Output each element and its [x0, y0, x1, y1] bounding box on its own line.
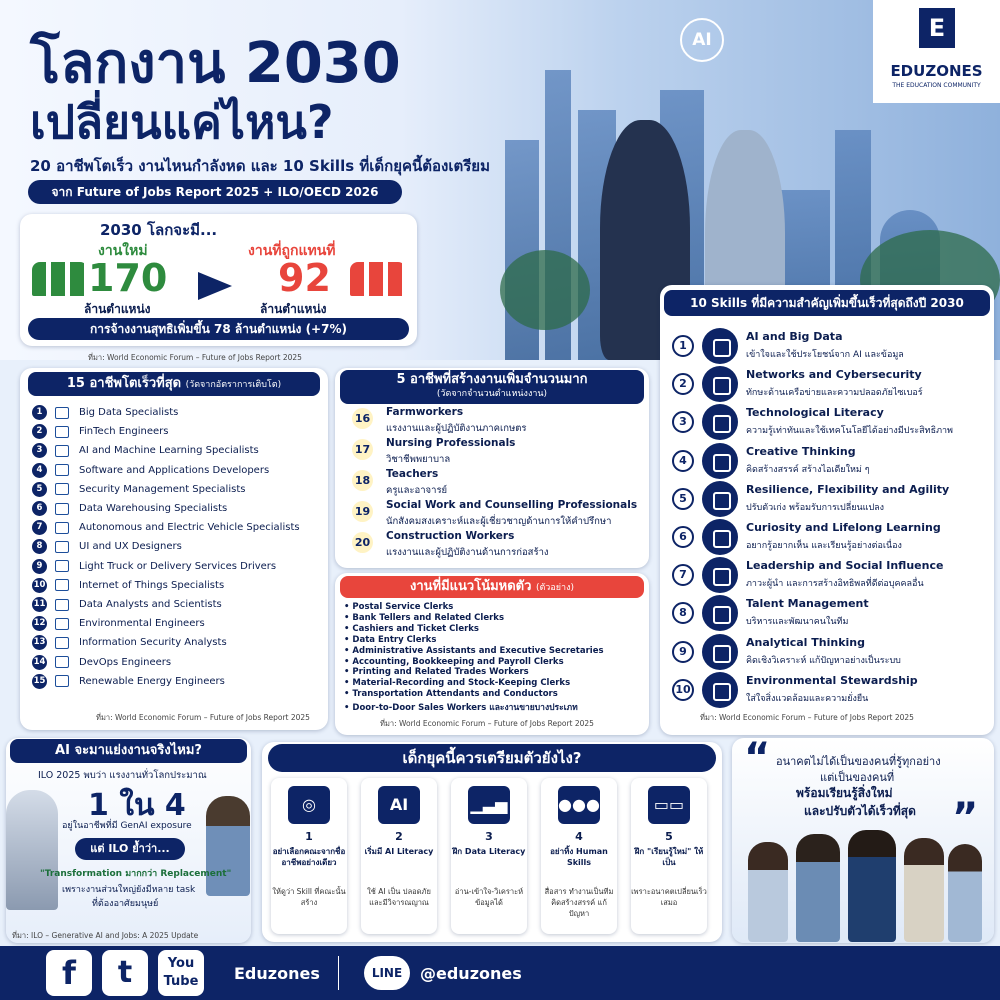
skill-desc: บริหารและพัฒนาคนในทีม — [746, 617, 849, 628]
skill-desc: ภาวะผู้นำ และการสร้างอิทธิพลที่ดีต่อบุคคลอื่น — [746, 579, 924, 590]
job-icon — [55, 579, 69, 591]
skill-item — [672, 327, 992, 365]
item-number: 15 — [32, 674, 47, 689]
skill-desc: ปรับตัวเก่ง พร้อมรับการเปลี่ยนแปลง — [746, 502, 885, 513]
job-label: Data Analysts and Scientists — [79, 599, 222, 610]
brand-tagline: THE EDUCATION COMMUNITY — [892, 82, 981, 89]
declining-job-label: Bank Tellers and Related Clerks — [352, 612, 505, 623]
item-number: 8 — [672, 602, 694, 624]
skill-icon — [702, 672, 738, 708]
skill-icon — [702, 404, 738, 440]
item-number: 20 — [352, 532, 373, 553]
declining-job-label: Transportation Attendants and Conductors — [352, 689, 558, 700]
line-icon[interactable]: LINE — [364, 956, 410, 990]
fastest-job-item — [32, 422, 168, 441]
fastest-job-item — [32, 576, 224, 595]
skill-desc: ความรู้เท่าทันและใช้เทคโนโลยีได้อย่างมีประสิทธิภาพ — [746, 426, 953, 437]
job-label: Data Warehousing Specialists — [79, 503, 228, 514]
item-number: 6 — [32, 501, 47, 516]
ai-quote: "Transformation มากกว่า Replacement" — [40, 869, 232, 879]
ai-line2: อยู่ในอาชีพที่มี GenAI exposure — [62, 821, 192, 831]
declining-job-label: Material-Recording and Stock-Keeping Clerks — [352, 678, 571, 689]
skill-item — [672, 365, 992, 403]
job-label: Big Data Specialists — [79, 407, 179, 418]
job-icon — [55, 599, 69, 611]
skill-item — [672, 671, 992, 709]
prepare-step-card — [361, 778, 437, 934]
item-number: 9 — [32, 559, 47, 574]
skill-item — [672, 518, 992, 556]
skill-icon — [702, 557, 738, 593]
ai-source: ที่มา: ILO – Generative AI and Jobs: A 2025 Update — [12, 931, 199, 940]
footer-brand-name: Eduzones — [234, 964, 320, 983]
declining-job-item: • Door-to-Door Sales Workers และงานขายบางประเภท — [344, 703, 578, 714]
quote-line2: แต่เป็นของคนที่ — [820, 771, 895, 784]
skill-item — [672, 403, 992, 441]
youtube-icon[interactable]: You Tube — [158, 950, 204, 996]
job-desc: แรงงานและผู้ปฏิบัติงานภาคเกษตร — [386, 423, 527, 434]
replaced-jobs-value: 92 — [278, 256, 331, 300]
skill-title: Networks and Cybersecurity — [746, 368, 922, 382]
new-jobs-value: 170 — [88, 256, 168, 300]
step-icon: ▁▃▅ — [468, 786, 510, 824]
job-icon — [55, 503, 69, 515]
job-desc: แรงงานและผู้ปฏิบัติงานด้านการก่อสร้าง — [386, 547, 549, 558]
job-icon — [55, 675, 69, 687]
page-subtitle: 20 อาชีพโตเร็ว งานไหนกำลังหด และ 10 Skills ที่เด็กยุคนี้ต้องเตรียม — [30, 157, 490, 175]
ai-line4: ที่ต้องอาศัยมนุษย์ — [92, 899, 159, 909]
item-number: 1 — [672, 335, 694, 357]
job-label: Internet of Things Specialists — [79, 579, 225, 591]
skill-icon — [702, 366, 738, 402]
declining-jobs-header: งานที่มีแนวโน้มหดตัว (ตัวอย่าง) — [340, 576, 644, 598]
page-title-line1: โลกงาน 2030 — [30, 31, 401, 96]
new-jobs-unit: ล้านตำแหน่ง — [84, 302, 151, 316]
declining-job-label: Postal Service Clerks — [352, 602, 454, 612]
prepare-step-card — [271, 778, 347, 934]
declining-job-label: Cashiers and Ticket Clerks — [352, 623, 479, 634]
skill-item — [672, 480, 992, 518]
item-number: 3 — [672, 411, 694, 433]
fastest-job-item — [32, 557, 276, 576]
fastest-job-item — [32, 537, 182, 556]
declining-job-item: • Transportation Attendants and Conductors — [344, 689, 558, 700]
source-pill: จาก Future of Jobs Report 2025 + ILO/OECD 2026 — [28, 180, 402, 204]
facebook-icon[interactable]: f — [46, 950, 92, 996]
fastest-job-item — [32, 403, 178, 422]
step-icon: ▭▭ — [648, 786, 690, 824]
declining-job-label: Administrative Assistants and Executive Secretaries — [352, 645, 604, 656]
fastest-jobs-header: 15 อาชีพโตเร็วที่สุด (วัดจากอัตราการเติบโต) — [28, 372, 320, 396]
skill-item — [672, 556, 992, 594]
footer-line-handle[interactable]: @eduzones — [420, 964, 522, 983]
job-label: FinTech Engineers — [79, 426, 169, 438]
people-green-icon — [32, 262, 88, 296]
skill-icon — [702, 595, 738, 631]
most-jobs-header: 5 อาชีพที่สร้างงานเพิ่มจำนวนมาก (วัดจากจำนวนตำแหน่งงาน) — [340, 370, 644, 404]
job-label: AI and Machine Learning Specialists — [79, 445, 259, 457]
skill-title: AI and Big Data — [746, 330, 843, 343]
item-number: 11 — [32, 597, 47, 612]
job-label: UI and UX Designers — [79, 541, 182, 553]
quote-open-mark: “ — [744, 735, 771, 781]
ai-big-ratio: 1 ใน 4 — [88, 788, 186, 823]
item-number: 18 — [352, 470, 373, 491]
step-desc: ใช้ AI เป็น ปลอดภัยและมีวิจารณญาณ — [367, 887, 431, 907]
item-number: 1 — [32, 405, 47, 420]
step-number: 2 — [395, 830, 403, 843]
job-icon — [55, 426, 69, 438]
brand-name: EDUZONES — [890, 62, 983, 80]
job-desc: วิชาชีพพยาบาล — [386, 454, 451, 465]
man-illustration — [206, 796, 250, 896]
skill-item — [672, 594, 992, 632]
item-number: 10 — [32, 578, 47, 593]
job-icon — [55, 464, 69, 476]
item-number: 5 — [672, 488, 694, 510]
replaced-jobs-label: งานที่ถูกแทนที่ — [248, 243, 336, 259]
job-icon — [55, 445, 69, 457]
skills-source: ที่มา: World Economic Forum – Future of Jobs Report 2025 — [700, 713, 914, 722]
item-number: 13 — [32, 635, 47, 650]
fastest-job-item — [32, 461, 269, 480]
skill-desc: เข้าใจและใช้ประโยชน์จาก AI และข้อมูล — [746, 350, 904, 360]
declining-job-item: • Material-Recording and Stock-Keeping Clerks — [344, 678, 571, 689]
job-label: Security Management Specialists — [79, 483, 246, 495]
skill-icon — [702, 481, 738, 517]
item-number: 7 — [672, 564, 694, 586]
skill-desc: คิดสร้างสรรค์ สร้างไอเดียใหม่ ๆ — [746, 464, 870, 475]
job-title: Social Work and Counselling Professionals — [386, 499, 638, 511]
job-label: DevOps Engineers — [79, 656, 172, 668]
job-icon — [55, 483, 69, 495]
item-number: 16 — [352, 408, 373, 429]
people-red-icon — [350, 262, 406, 296]
skill-item — [672, 633, 992, 671]
fastest-job-item — [32, 499, 227, 518]
job-icon — [55, 560, 69, 572]
declining-job-label: Accounting, Bookkeeping and Payroll Clerks — [352, 656, 564, 667]
skill-desc: ใส่ใจสิ่งแวดล้อมและความยั่งยืน — [746, 693, 869, 704]
skill-desc: คิดเชิงวิเคราะห์ แก้ปัญหาอย่างเป็นระบบ — [746, 655, 901, 666]
skill-desc: ทักษะด้านเครือข่ายและความปลอดภัยไซเบอร์ — [746, 388, 923, 399]
fastest-source: ที่มา: World Economic Forum – Future of Jobs Report 2025 — [96, 713, 310, 722]
ai-jobs-header: AI จะมาแย่งงานจริงไหม? — [10, 739, 247, 763]
students-illustration — [748, 826, 984, 942]
replaced-jobs-unit: ล้านตำแหน่ง — [260, 302, 327, 316]
page-title-line2: เปลี่ยนแค่ไหน? — [30, 95, 334, 149]
job-title: Nursing Professionals — [386, 437, 516, 449]
fastest-job-item — [32, 595, 222, 614]
job-title: Teachers — [386, 468, 439, 480]
fastest-job-item — [32, 653, 171, 672]
step-number: 5 — [665, 830, 673, 843]
declining-job-item: • Administrative Assistants and Executive Secretaries — [344, 645, 604, 656]
step-title: ฝึก Data Literacy — [452, 847, 526, 856]
step-number: 1 — [305, 830, 313, 843]
net-jobs-pill: การจ้างงานสุทธิเพิ่มขึ้น 78 ล้านตำแหน่ง (+7%) — [28, 318, 409, 340]
declining-source: ที่มา: World Economic Forum – Future of Jobs Report 2025 — [380, 719, 594, 728]
item-number: 14 — [32, 655, 47, 670]
skill-title: Environmental Stewardship — [746, 673, 918, 687]
declining-job-item: • Accounting, Bookkeeping and Payroll Clerks — [344, 656, 564, 667]
item-number: 4 — [672, 450, 694, 472]
item-number: 2 — [32, 424, 47, 439]
job-icon — [55, 522, 69, 534]
step-title: ฝึก "เรียนรู้ใหม่" ให้เป็น — [634, 847, 704, 867]
ai-pill: แต่ ILO ย้ำว่า... — [75, 838, 185, 860]
item-number: 8 — [32, 539, 47, 554]
step-desc: อ่าน-เข้าใจ-วิเคราะห์ข้อมูลได้ — [454, 887, 524, 907]
job-label: Light Truck or Delivery Services Drivers — [79, 560, 277, 572]
step-icon: AI — [378, 786, 420, 824]
step-desc: ให้ดูว่า Skill ที่คณะนั้นสร้าง — [272, 887, 346, 907]
ai-line1: ILO 2025 พบว่า แรงงานทั่วโลกประมาณ — [38, 770, 207, 781]
skill-title: Leadership and Social Influence — [746, 559, 944, 573]
prepare-header: เด็กยุคนี้ควรเตรียมตัวยังไง? — [268, 744, 716, 772]
quote-line4: และปรับตัวได้เร็วที่สุด — [804, 804, 916, 818]
skill-title: Curiosity and Lifelong Learning — [746, 521, 941, 534]
step-icon: ●●● — [558, 786, 600, 824]
job-icon — [55, 541, 69, 553]
declining-job-item: • Cashiers and Ticket Clerks — [344, 623, 479, 634]
declining-job-label: Printing and Related Trades Workers — [352, 667, 529, 678]
item-number: 4 — [32, 463, 47, 478]
job-desc: ครูและอาจารย์ — [386, 485, 448, 496]
step-icon: ◎ — [288, 786, 330, 824]
prepare-step-card — [451, 778, 527, 934]
stats-heading: 2030 โลกจะมี... — [100, 221, 218, 239]
item-number: 5 — [32, 482, 47, 497]
skill-title: Talent Management — [746, 597, 869, 611]
fastest-job-item — [32, 518, 300, 537]
step-number: 3 — [485, 830, 493, 843]
item-number: 17 — [352, 439, 373, 460]
job-icon — [55, 637, 69, 649]
job-desc: นักสังคมสงเคราะห์และผู้เชี่ยวชาญด้านการให้คำปรึกษา — [386, 516, 612, 527]
job-icon — [55, 656, 69, 668]
item-number: 9 — [672, 641, 694, 663]
item-number: 2 — [672, 373, 694, 395]
item-number: 10 — [672, 679, 694, 701]
prepare-step-card — [631, 778, 707, 934]
skill-desc: อยากรู้อยากเห็น และเรียนรู้อย่างต่อเนื่อง — [746, 541, 902, 551]
ai-line3: เพราะงานส่วนใหญ่ยังมีหลาย task — [62, 885, 196, 895]
step-title: อย่าทิ้ง Human Skills — [550, 847, 608, 867]
brand-logo[interactable] — [873, 0, 1000, 103]
declining-job-label: Door-to-Door Sales Workers และงานขายบางประเภท — [352, 703, 578, 714]
new-jobs-label: งานใหม่ — [98, 243, 148, 259]
footer-divider — [338, 956, 339, 990]
step-title: เริ่มมี AI Literacy — [364, 847, 434, 856]
prepare-step-card — [541, 778, 617, 934]
declining-job-label: Data Entry Clerks — [352, 634, 437, 645]
job-icon — [55, 618, 69, 630]
declining-job-item: • Postal Service Clerks — [344, 602, 454, 612]
skill-title: Analytical Thinking — [746, 635, 866, 649]
fastest-job-item — [32, 614, 205, 633]
step-desc: เพราะอนาคตเปลี่ยนเร็วเสมอ — [631, 887, 707, 907]
fastest-job-item — [32, 480, 245, 499]
item-number: 6 — [672, 526, 694, 548]
skill-icon — [702, 519, 738, 555]
declining-job-item: • Printing and Related Trades Workers — [344, 667, 529, 678]
item-number: 19 — [352, 501, 373, 522]
quote-close-mark: ” — [952, 795, 979, 841]
step-number: 4 — [575, 830, 583, 843]
skill-icon — [702, 328, 738, 364]
job-label: Environmental Engineers — [79, 618, 205, 630]
skill-item — [672, 442, 992, 480]
fastest-job-item — [32, 441, 259, 460]
job-title: Construction Workers — [386, 530, 515, 542]
skill-icon — [702, 443, 738, 479]
job-label: Software and Applications Developers — [79, 464, 270, 476]
item-number: 12 — [32, 616, 47, 631]
skill-title: Technological Literacy — [746, 406, 884, 420]
quote-line1: อนาคตไม่ได้เป็นของคนที่รู้ทุกอย่าง — [776, 755, 941, 768]
job-label: Autonomous and Electric Vehicle Specialists — [79, 522, 300, 534]
item-number: 7 — [32, 520, 47, 535]
fastest-job-item — [32, 672, 225, 691]
skill-title: Creative Thinking — [746, 444, 856, 458]
declining-job-item: • Data Entry Clerks — [344, 634, 437, 645]
step-desc: สื่อสาร ทำงานเป็นทีม คิดสร้างสรรค์ แก้ปัญหา — [544, 887, 614, 918]
twitter-icon[interactable]: t — [102, 950, 148, 996]
item-number: 3 — [32, 443, 47, 458]
quote-line3: พร้อมเรียนรู้สิ่งใหม่ — [796, 786, 893, 800]
logo-mark: E — [919, 8, 955, 48]
job-title: Farmworkers — [386, 406, 464, 418]
arrow-right-icon — [198, 272, 232, 300]
step-title: อย่าเลือกคณะจากชื่ออาชีพอย่างเดียว — [272, 847, 346, 867]
jobs-stats-card — [20, 214, 417, 346]
job-icon — [55, 407, 69, 419]
declining-job-item: • Bank Tellers and Related Clerks — [344, 612, 505, 623]
job-label: Information Security Analysts — [79, 637, 227, 649]
ai-badge: AI — [680, 18, 724, 62]
skill-title: Resilience, Flexibility and Agility — [746, 482, 950, 496]
skill-icon — [702, 634, 738, 670]
robot-illustration — [6, 790, 58, 910]
job-label: Renewable Energy Engineers — [79, 675, 225, 687]
stats-source: ที่มา: World Economic Forum – Future of Jobs Report 2025 — [88, 353, 302, 362]
skills-header: 10 Skills ที่มีความสำคัญเพิ่มขึ้นเร็วที่สุดถึงปี 2030 — [664, 290, 990, 316]
fastest-job-item — [32, 633, 227, 652]
